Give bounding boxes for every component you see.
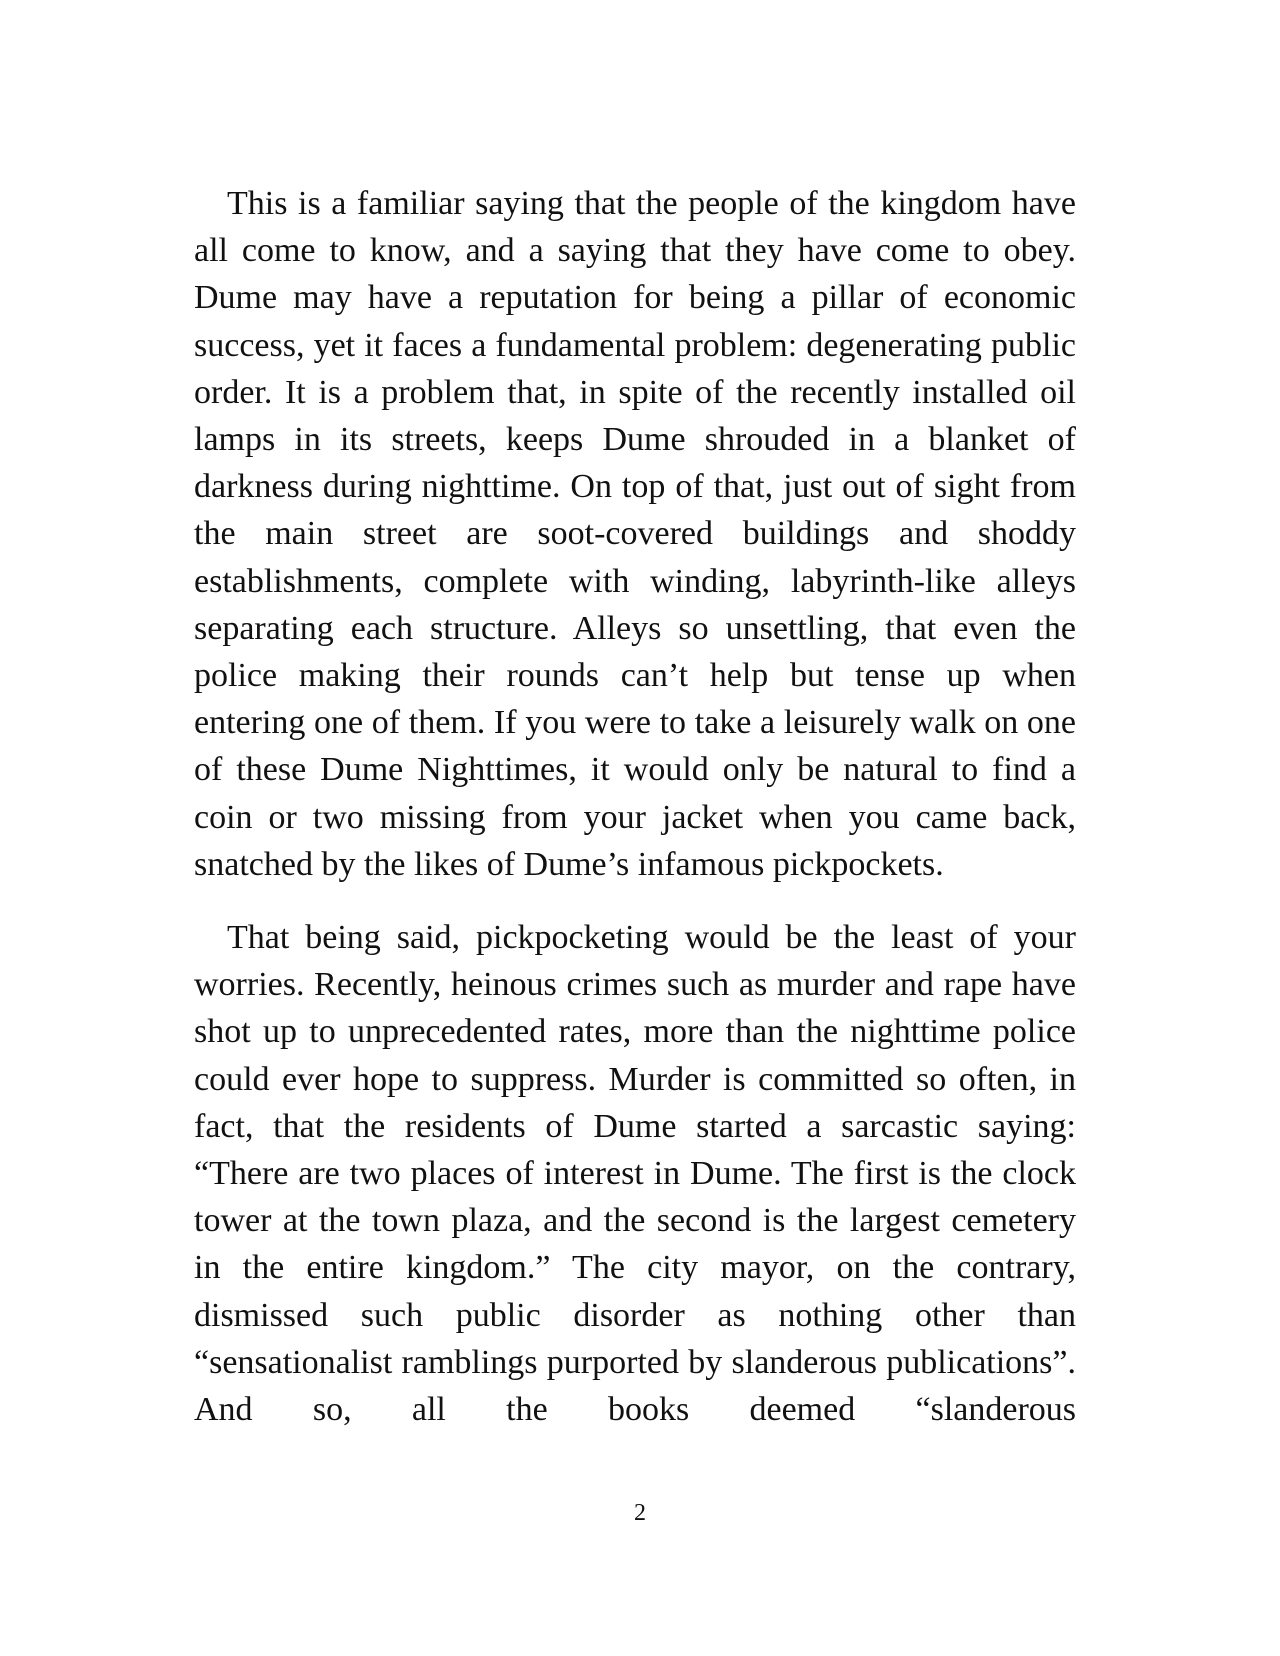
page-number: 2	[634, 1500, 646, 1526]
body-text	[194, 180, 1076, 1433]
paragraph-1: This is a familiar saying that the people of the kingdom have all come to know, and a saying that they have come to obey. Dume may have a reputation for being a pillar of economic success, yet it faces a fundamental problem: degenerating public order. It is a problem that, in spite of the recently installed oil lamps in its streets, keeps Dume shrouded in a blanket of darkness during nighttime. On top of that, just out of sight from the main street are soot-covered buildings and shoddy establishments, complete with winding, labyrinth-like alleys separating each structure. Alleys so unsettling, that even the police making their rounds can’t help but tense up when entering one of them. If you were to take a leisurely walk on one of these Dume Nighttimes, it would only be natural to find a coin or two missing from your jacket when you came back, snatched by the likes of Dume’s infamous pickpockets.	[194, 185, 1076, 883]
paragraph-2: That being said, pickpocketing would be the least of your worries. Recently, heinous crimes such as murder and rape have shot up to unprecedented rates, more than the nighttime police could ever hope to suppress. Murder is committed so often, in fact, that the residents of Dume started a sarcastic saying: “There are two places of interest in Dume. The first is the clock tower at the town plaza, and the second is the largest cemetery in the entire kingdom.” The city mayor, on the contrary, dismissed such public disorder as nothing other than “sensationalist ramblings purported by slanderous publications”. And so, all the books deemed “slanderous	[194, 919, 1076, 1429]
